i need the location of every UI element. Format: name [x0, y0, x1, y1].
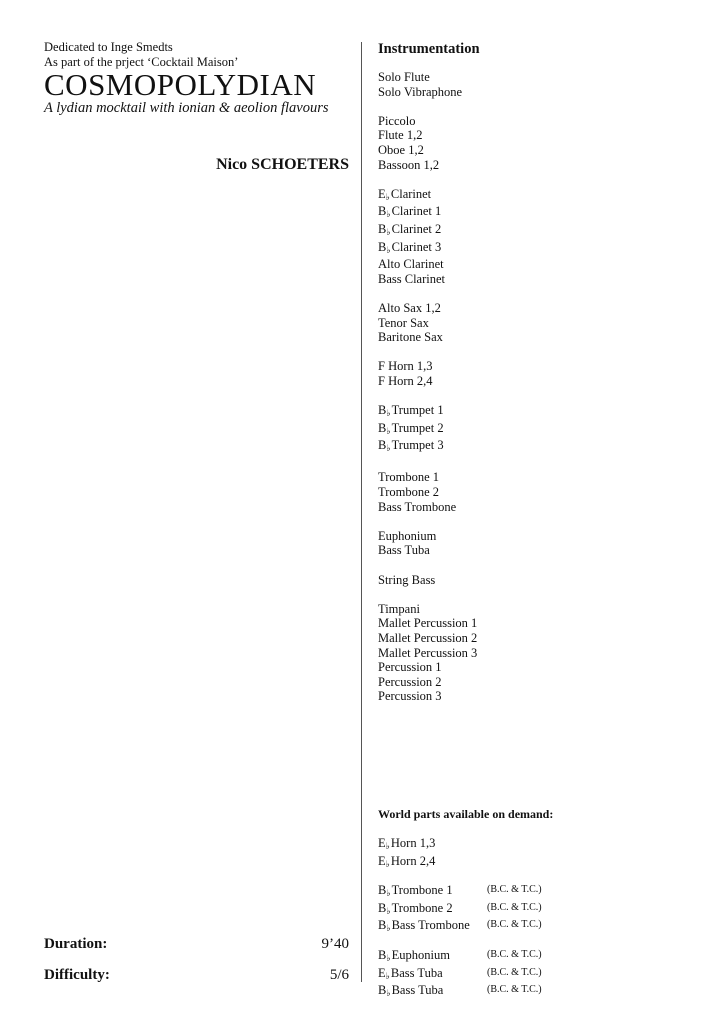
world-part-item [378, 836, 698, 854]
instrument-item: Trombone 1 [378, 470, 440, 485]
difficulty-row [44, 967, 349, 984]
instrument-item: Mallet Percussion 3 [378, 645, 478, 660]
world-part-item [378, 883, 698, 901]
instrument-list [378, 70, 698, 704]
world-parts-list [378, 836, 698, 1001]
instrument-item: Bassoon 1,2 [378, 157, 440, 172]
clef-note: (B.C. & T.C.) [487, 901, 542, 913]
instrument-item: Percussion 2 [378, 674, 442, 689]
instrument-item: Mallet Percussion 1 [378, 616, 478, 631]
instrument-item: Solo Flute [378, 70, 430, 84]
instrument-item: B♭Trumpet 1 [378, 403, 444, 419]
instrument-item: Euphonium [378, 528, 437, 543]
world-part-item [378, 948, 698, 966]
instrument-item: Timpani [378, 601, 420, 616]
instrument-item: Percussion 1 [378, 660, 442, 675]
clef-note: (B.C. & T.C.) [487, 919, 542, 931]
instrument-group [378, 470, 698, 514]
instrument-item: Alto Sax 1,2 [378, 300, 441, 315]
flat-sign: ♭ [386, 408, 391, 419]
composer-name: Nico SCHOETERS [216, 156, 349, 173]
instrument-item: Tenor Sax [378, 315, 429, 330]
instrument-group [378, 403, 698, 456]
world-part-name: E♭Horn 1,3 [378, 836, 436, 851]
instrument-item: String Bass [378, 572, 436, 587]
flat-sign: ♭ [385, 970, 390, 981]
flat-sign: ♭ [386, 888, 391, 899]
clef-note: (B.C. & T.C.) [487, 884, 542, 896]
instrument-group [378, 70, 698, 99]
world-part-name: B♭Trombone 2 [378, 900, 453, 916]
instrumentation-section [378, 40, 698, 719]
flat-sign: ♭ [385, 841, 390, 851]
world-part-name: B♭Bass Tuba [378, 983, 444, 999]
instrument-item: B♭Clarinet 2 [378, 221, 442, 237]
instrument-group [378, 359, 698, 388]
world-part-name: B♭Euphonium [378, 947, 450, 963]
column-divider [361, 42, 362, 982]
instrument-group [378, 114, 698, 172]
world-part-item [378, 901, 698, 919]
instrument-item: Baritone Sax [378, 330, 443, 345]
world-part-group [378, 948, 698, 1001]
duration-label: Duration: [44, 936, 108, 952]
difficulty-value: 5/6 [329, 967, 349, 983]
world-part-group [378, 836, 698, 871]
clef-note: (B.C. & T.C.) [487, 966, 542, 978]
world-part-item [378, 966, 698, 984]
instrument-group [378, 529, 698, 558]
project-note: As part of the prject ‘Cocktail Maison’ [44, 55, 239, 69]
duration-row [44, 936, 349, 953]
instrument-group [378, 301, 698, 345]
flat-sign: ♭ [386, 905, 391, 916]
instrument-item: Oboe 1,2 [378, 142, 424, 157]
instrument-item: B♭Trumpet 2 [378, 420, 444, 436]
instrument-item: E♭Clarinet [378, 186, 432, 202]
instrument-item: Alto Clarinet [378, 257, 444, 272]
world-part-item [378, 854, 698, 872]
instrument-group [378, 573, 698, 588]
dedication: Dedicated to Inge Smedts [44, 40, 173, 54]
instrument-item: Bass Clarinet [378, 271, 446, 286]
flat-sign: ♭ [385, 191, 390, 202]
instrument-item: Bass Trombone [378, 499, 457, 514]
piece-title: COSMOPOLYDIAN [44, 67, 317, 102]
flat-sign: ♭ [386, 209, 391, 220]
world-part-name: B♭Trombone 1 [378, 883, 453, 899]
piece-subtitle: A lydian mocktail with ionian & aeolion flavours [44, 100, 329, 116]
flat-sign: ♭ [386, 425, 391, 436]
world-part-item [378, 918, 698, 936]
world-part-group [378, 883, 698, 936]
world-part-item [378, 983, 698, 1001]
flat-sign: ♭ [386, 443, 391, 454]
flat-sign: ♭ [386, 988, 391, 999]
world-parts-heading: World parts available on demand: [378, 807, 554, 821]
instrument-item: F Horn 1,3 [378, 359, 433, 374]
flat-sign: ♭ [385, 858, 390, 869]
instrument-item: Solo Vibraphone [378, 84, 463, 99]
world-part-name: B♭Bass Trombone [378, 918, 470, 934]
flat-sign: ♭ [386, 244, 391, 255]
instrument-item: Flute 1,2 [378, 128, 423, 143]
instrument-item: F Horn 2,4 [378, 373, 433, 388]
world-part-name: E♭Horn 2,4 [378, 853, 436, 869]
instrument-item: Bass Tuba [378, 543, 430, 558]
difficulty-label: Difficulty: [44, 967, 110, 983]
instrument-item: B♭Clarinet 3 [378, 239, 442, 255]
instrument-item: Piccolo [378, 113, 416, 128]
instrument-item: B♭Trumpet 3 [378, 438, 444, 454]
flat-sign: ♭ [386, 923, 391, 934]
flat-sign: ♭ [386, 226, 391, 237]
world-parts-section [378, 806, 698, 1013]
instrument-group [378, 187, 698, 287]
instrument-item: Percussion 3 [378, 689, 442, 704]
clef-note: (B.C. & T.C.) [487, 984, 542, 996]
instrument-item: Mallet Percussion 2 [378, 630, 478, 645]
flat-sign: ♭ [386, 952, 391, 963]
instrument-item: B♭Clarinet 1 [378, 204, 442, 220]
instrument-item: Trombone 2 [378, 485, 440, 500]
title-block [44, 40, 349, 117]
duration-value: 9’40 [321, 936, 349, 952]
instrumentation-heading: Instrumentation [378, 41, 480, 57]
clef-note: (B.C. & T.C.) [487, 948, 542, 960]
instrument-group [378, 602, 698, 704]
world-part-name: E♭Bass Tuba [378, 965, 443, 981]
